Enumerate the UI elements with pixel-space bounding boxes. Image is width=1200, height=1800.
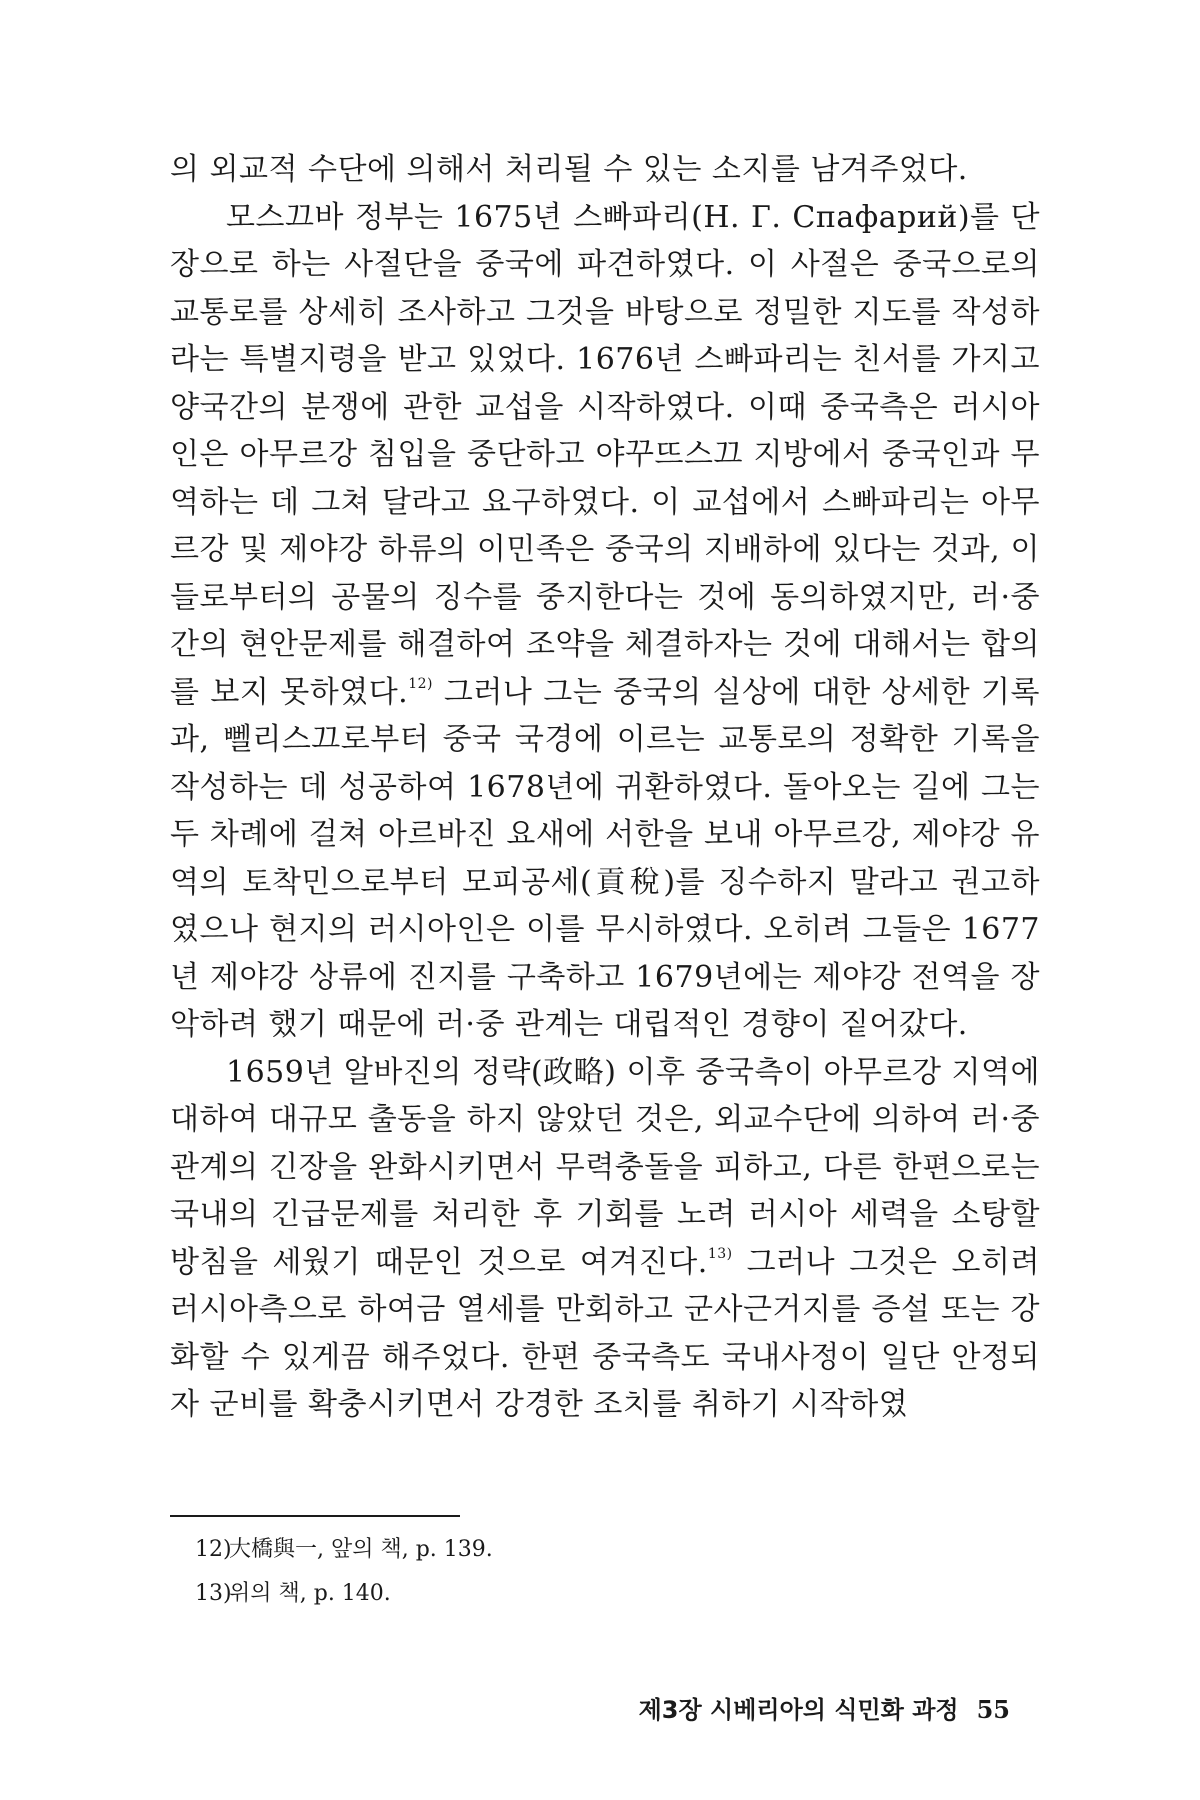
paragraph-2-text: 모스끄바 정부는 1675년 스빠파리(Н. Г. Спафарий)를 단장으로 하는 사절단을 중국에 파견하였다. 이 사절은 중국으로의 교통로를 상세히 조사하고 그것을 바탕으로 정밀한 지도를 작성하라는 특별지령을 받고 있었다. 1676년 스빠파리는 친서를 가지고 양국간의 분쟁에 관한 교섭을 시작하였다. 이때 중국측은 러시아인은 아무르강 침입을 중단하고 야꾸뜨스끄 지방에서 중국인과 무역하는 데 그쳐 달라고 요구하였다. 이 교섭에서 스빠파리는 아무르강 및 제야강 하류의 이민족은 중국의 지배하에 있다는 것과, 이들로부터의 공물의 징수를 중지한다는 것에 동의하였지만, 러·중간의 현안문제를 해결하여 조약을 체결하자는 것에 대해서는 합의를 보지 못하였다. — [170, 199, 1040, 710]
footnote-ref-12[interactable]: 12) — [408, 675, 433, 692]
running-head: 제3장 시베리아의 식민화 과정 — [638, 1696, 959, 1724]
page-number: 55 — [976, 1695, 1010, 1724]
paragraph-2-text-continued: 그러나 그는 중국의 실상에 대한 상세한 기록과, 뻴리스끄로부터 중국 국경에 이르는 교통로의 정확한 기록을 작성하는 데 성공하여 1678년에 귀환하였다. 돌아오는 길에 그는 두 차례에 걸쳐 아르바진 요새에 서한을 보내 아무르강, 제야강 유역의 토착민으로부터 모피공세(貢稅)를 징수하지 말라고 권고하였으나 현지의 러시아인은 이를 무시하였다. 오히려 그들은 1677년 제야강 상류에 진지를 구축하고 1679년에는 제야강 전역을 장악하려 했기 때문에 러·중 관계는 대립적인 경향이 짙어갔다. — [170, 674, 1040, 1042]
footnote-number: 12) — [195, 1537, 232, 1562]
paragraph-1-text: 의 외교적 수단에 의해서 처리될 수 있는 소지를 남겨주었다. — [170, 152, 968, 187]
footnote-ref-13[interactable]: 13) — [707, 1245, 733, 1262]
footnote-12 — [195, 1528, 995, 1572]
footnote-13 — [195, 1572, 995, 1616]
body-text — [170, 146, 1040, 1429]
footnote-text: 위의 책, p. 140. — [229, 1581, 391, 1606]
footnote-divider — [170, 1515, 460, 1517]
paragraph-2 — [170, 194, 1040, 1049]
footnotes — [195, 1528, 995, 1616]
footnote-number: 13) — [195, 1581, 232, 1606]
paragraph-1 — [170, 146, 1040, 194]
paragraph-3-text: 1659년 알바진의 정략(政略) 이후 중국측이 아무르강 지역에 대하여 대규모 출동을 하지 않았던 것은, 외교수단에 의하여 러·중 관계의 긴장을 완화시키면서 무력충돌을 피하고, 다른 한편으로는 국내의 긴급문제를 처리한 후 기회를 노려 러시아 세력을 소탕할 방침을 세웠기 때문인 것으로 여겨진다. — [170, 1054, 1040, 1280]
page-footer — [639, 1690, 1010, 1725]
footnote-text: 大橋與一, 앞의 책, p. 139. — [229, 1537, 493, 1562]
paragraph-3-text-continued: 그러나 그것은 오히려 러시아측으로 하여금 열세를 만회하고 군사근거지를 증설 또는 강화할 수 있게끔 해주었다. 한편 중국측도 국내사정이 일단 안정되자 군비를 확충시키면서 강경한 조치를 취하기 시작하였 — [170, 1244, 1040, 1422]
paragraph-3 — [170, 1049, 1040, 1429]
